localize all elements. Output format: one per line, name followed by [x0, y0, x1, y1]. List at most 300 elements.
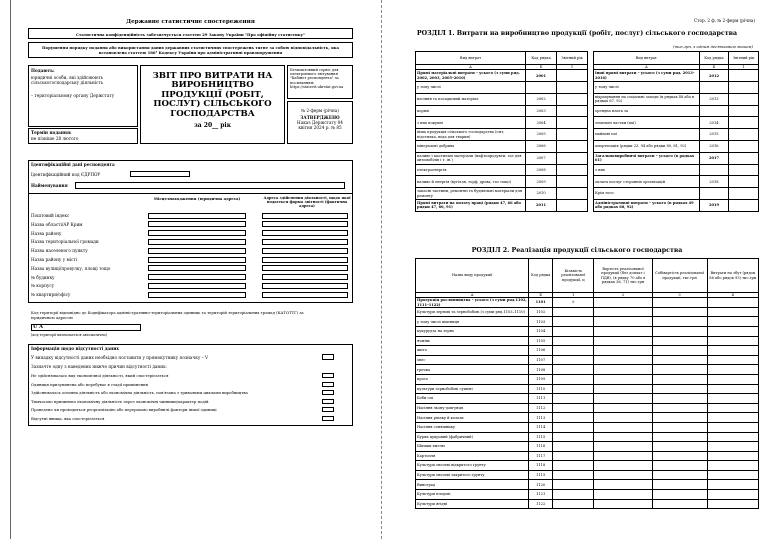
address-row-label: Назва територіальної громади — [31, 239, 99, 245]
table-row — [416, 432, 759, 442]
value-cell[interactable] — [594, 403, 652, 413]
section2-table — [415, 258, 759, 509]
value-cell[interactable] — [553, 480, 594, 490]
value-cell[interactable] — [594, 480, 652, 490]
value-cell[interactable] — [594, 317, 652, 327]
value-cell[interactable] — [553, 413, 594, 423]
left-margin-line — [10, 0, 11, 539]
value-cell[interactable] — [707, 365, 758, 375]
row-code: 2014 — [699, 117, 729, 129]
address-row-label: № корпусу — [31, 283, 55, 289]
value-cell[interactable] — [557, 140, 588, 152]
value-cell[interactable] — [553, 326, 594, 336]
value-cell[interactable] — [729, 199, 759, 211]
value-cell[interactable] — [707, 480, 758, 490]
value-cell[interactable] — [557, 70, 588, 82]
table-row — [594, 152, 759, 164]
address-row-label: Назва населеного пункту — [31, 248, 88, 254]
value-cell[interactable] — [707, 499, 758, 509]
value-cell[interactable] — [652, 317, 707, 327]
actual-address-input[interactable] — [262, 213, 348, 219]
row-code: 2003 — [526, 105, 557, 117]
order: Наказ Держстату 04 квітня 2024 р. № 85 — [297, 120, 343, 130]
table-row — [416, 298, 759, 308]
value-cell[interactable] — [729, 93, 759, 105]
approved: ЗАТВЕРДЖЕНО — [300, 115, 340, 120]
table-row — [416, 307, 759, 317]
legal-address-input[interactable] — [148, 257, 246, 263]
value-cell[interactable] — [652, 499, 707, 509]
header-name: Вид витрат — [594, 52, 700, 65]
value-cell[interactable] — [553, 394, 594, 404]
report-title-box — [140, 65, 285, 144]
legal-address-input[interactable] — [148, 265, 246, 271]
deadline-head: Термін подання: — [31, 130, 72, 135]
table-row — [416, 82, 588, 94]
value-cell[interactable] — [553, 422, 594, 432]
row-code: 1101 — [529, 298, 553, 308]
table-row — [416, 93, 588, 105]
table-row — [594, 164, 759, 176]
address-row-label: Назва вулиці/провулку, площі тощо — [31, 265, 111, 271]
row-name: Культури ягідні — [416, 499, 529, 509]
violation-box — [28, 42, 353, 58]
row-name: амортизація (рядки 23, 94 або рядки 80, 81, 92) — [594, 140, 700, 152]
value-cell[interactable] — [729, 129, 759, 141]
absence-reason: Зазначте одну з наведених нижче причин відсутності даних: — [31, 364, 167, 369]
column-letter: 1 — [553, 293, 594, 298]
report-title: ЗВІТ ПРО ВИТРАТИ НА ВИРОБНИЦТВО ПРОДУКЦІЇ (РОБІТ, ПОСЛУГ) СІЛЬСЬКОГО ГОСПОДАРСТВА — [152, 71, 273, 119]
reason-checkbox[interactable] — [322, 390, 334, 395]
column-header: Витрати на збут (рядок 86 або рядок 93) тис.грн — [707, 259, 758, 293]
value-cell[interactable] — [652, 355, 707, 365]
katottg-note: (код території визначається автоматично) — [31, 333, 108, 337]
column-letter: 4 — [707, 293, 758, 298]
column-header: Вартість реалізованої продукції (без доплат і ПДВ), (в рядку 70 або в рядках 36, 71) тис.грн — [594, 259, 652, 293]
column-letter: А — [416, 65, 526, 70]
row-code — [699, 188, 729, 200]
row-name: майнові паї — [594, 129, 700, 141]
absence-checkbox[interactable] — [322, 354, 334, 360]
absence-text: У випадку відсутності даних необхідно поставити у прямокутнику позначку – V — [31, 355, 209, 360]
actual-address-input[interactable] — [262, 265, 348, 271]
table-row — [416, 188, 588, 200]
row-name: гречка — [416, 365, 529, 375]
table-row — [416, 422, 759, 432]
value-cell[interactable] — [553, 490, 594, 500]
reason-checkbox[interactable] — [322, 407, 334, 412]
header-code: Код рядка — [699, 52, 729, 65]
value-cell[interactable] — [594, 470, 652, 480]
value-cell[interactable] — [594, 432, 652, 442]
table-row — [416, 413, 759, 423]
value-cell[interactable] — [594, 384, 652, 394]
value-cell[interactable] — [729, 152, 759, 164]
value-cell[interactable] — [557, 176, 588, 188]
edrpou-input[interactable] — [130, 171, 190, 177]
actual-address-input[interactable] — [262, 239, 348, 245]
value-cell[interactable] — [594, 307, 652, 317]
reason-checkbox[interactable] — [322, 373, 334, 378]
row-name: оплата послуг сторонніх організацій — [594, 176, 700, 188]
value-cell[interactable] — [557, 129, 588, 141]
row-code: 2018 — [699, 176, 729, 188]
column-header: Код рядка — [529, 259, 553, 293]
value-cell[interactable] — [652, 403, 707, 413]
value-cell[interactable] — [557, 117, 588, 129]
address-row-label: Поштовий індекс — [31, 213, 70, 218]
table-row — [416, 176, 588, 188]
row-code: 2004 — [526, 117, 557, 129]
row-code: 1113 — [529, 413, 553, 423]
table-row — [594, 82, 759, 94]
value-cell[interactable] — [652, 442, 707, 452]
value-cell[interactable] — [553, 374, 594, 384]
value-cell[interactable] — [652, 307, 707, 317]
value-cell[interactable] — [652, 413, 707, 423]
row-code: 1121 — [529, 490, 553, 500]
reason-checkbox[interactable] — [322, 416, 334, 421]
row-name: у тому числі — [594, 82, 700, 94]
table-row — [416, 470, 759, 480]
value-cell[interactable] — [553, 470, 594, 480]
authority-title: Державне статистичне спостереження — [126, 19, 255, 25]
value-cell[interactable] — [553, 384, 594, 394]
row-name: культури зернобобові сушені — [416, 384, 529, 394]
submit-box — [28, 65, 138, 127]
value-cell[interactable] — [594, 336, 652, 346]
header-year: Звітний рік — [729, 52, 759, 65]
row-name: з них — [594, 164, 700, 176]
form-number: № 2-ферм (річна) — [301, 108, 339, 113]
table-row — [594, 199, 759, 211]
value-cell[interactable] — [553, 307, 594, 317]
row-name: Картопля — [416, 451, 529, 461]
katottg-text: Код території відповідно до Кодифікатора адміністративно-територіальних одиниць та територій територіальних громад (КАТОТТГ) за юридичною адресою — [31, 310, 304, 320]
value-cell[interactable] — [707, 422, 758, 432]
column-header: Назва виду продукції — [416, 259, 529, 293]
value-cell[interactable] — [553, 451, 594, 461]
table-header-row — [416, 52, 588, 65]
row-name: корми — [416, 105, 526, 117]
value-cell[interactable] — [729, 176, 759, 188]
row-code: 2009 — [526, 176, 557, 188]
reason-label: Відсутні явища, яка спостерігається — [31, 416, 105, 421]
value-cell[interactable] — [652, 422, 707, 432]
legal-address-input[interactable] — [148, 274, 246, 280]
row-name: кукурудза на зерно — [416, 326, 529, 336]
addr-head: Адреса здійснення діяльності, щодо якої подається форма звітності (фактична адреса) — [263, 196, 351, 209]
value-cell[interactable] — [707, 374, 758, 384]
row-name: жито — [416, 346, 529, 356]
value-cell[interactable] — [594, 451, 652, 461]
value-cell[interactable] — [652, 346, 707, 356]
reason-checkbox[interactable] — [322, 382, 334, 387]
value-cell[interactable] — [652, 461, 707, 471]
value-cell[interactable] — [652, 490, 707, 500]
value-cell[interactable] — [553, 432, 594, 442]
value-cell[interactable] — [553, 336, 594, 346]
address-row-label: № квартири/офісу — [31, 292, 71, 298]
row-name: Прямі витрати на оплату праці (рядки 47, 66 або рядки 47, 66, 91) — [416, 199, 526, 211]
table-row — [416, 480, 759, 490]
service-text: Безкоштовний сервіс для електронного звітування "Кабінет респондента" за посиланням: https://statzvit.ukrstat.gov.ua — [290, 68, 344, 89]
value-cell[interactable] — [707, 403, 758, 413]
value-cell[interactable] — [553, 403, 594, 413]
value-cell[interactable] — [729, 105, 759, 117]
address-row-label: № будинку — [31, 274, 55, 280]
row-code: 1104 — [529, 326, 553, 336]
right-page — [382, 0, 763, 539]
row-name: Боби олі — [416, 394, 529, 404]
reason-label: Проведено чи проводиться реорганізацію або перерахово виробничі фактори іншої одиниці — [31, 407, 217, 413]
value-cell[interactable] — [729, 117, 759, 129]
actual-address-input[interactable] — [262, 292, 348, 298]
value-cell[interactable] — [707, 451, 758, 461]
value-cell[interactable] — [594, 394, 652, 404]
value-cell[interactable] — [557, 82, 588, 94]
legal-address-input[interactable] — [148, 239, 246, 245]
actual-address-input[interactable] — [262, 230, 348, 236]
table-row — [416, 129, 588, 141]
legal-address-input[interactable] — [148, 283, 246, 289]
value-cell[interactable] — [594, 422, 652, 432]
value-cell[interactable] — [594, 490, 652, 500]
submit-text: юридичні особи, які здійснюють сільськогосподарську діяльність — [31, 75, 104, 85]
value-cell[interactable] — [553, 461, 594, 471]
value-cell[interactable] — [553, 317, 594, 327]
row-code: 1112 — [529, 403, 553, 413]
row-name: Культури зернові та зернобобові (з суми ряд.1103–1110) — [416, 307, 529, 317]
table-row — [594, 129, 759, 141]
table-row — [594, 105, 759, 117]
value-cell[interactable] — [707, 432, 758, 442]
column-letter: 1 — [729, 65, 759, 70]
section1-title: РОЗДІЛ 1. Витрати на виробництво продукції (робіт, послуг) сільського господарства — [416, 30, 738, 37]
value-cell[interactable] — [652, 374, 707, 384]
value-cell[interactable] — [594, 298, 652, 308]
value-cell[interactable] — [707, 336, 758, 346]
submit-head: Подають: — [31, 68, 55, 73]
confidential-box — [28, 28, 353, 39]
value-cell[interactable] — [707, 346, 758, 356]
row-name: Буряк цукровий (фабричний) — [416, 432, 529, 442]
row-name: просо — [416, 374, 529, 384]
confidential-text: Статистична конфіденційність забезпечується статтею 29 Закону України "Про офіційну статистику" — [75, 32, 306, 37]
address-row-label: Назва області/АР Крим — [31, 221, 83, 227]
row-code: 1110 — [529, 384, 553, 394]
value-cell[interactable] — [652, 470, 707, 480]
value-cell[interactable] — [652, 326, 707, 336]
value-cell[interactable] — [707, 470, 758, 480]
value-cell[interactable] — [594, 355, 652, 365]
value-cell[interactable] — [707, 442, 758, 452]
row-code: 2011 — [526, 199, 557, 211]
value-cell[interactable] — [594, 461, 652, 471]
legal-address-input[interactable] — [148, 221, 246, 227]
legal-address-input[interactable] — [148, 213, 246, 219]
actual-address-input[interactable] — [262, 221, 348, 227]
section1-table-right — [593, 51, 759, 212]
row-name: Адміністративні витрати – усього (в рядках 49 або рядках 68, 92) — [594, 199, 700, 211]
value-cell[interactable] — [707, 394, 758, 404]
row-name: з них покупні — [416, 117, 526, 129]
value-cell[interactable] — [707, 307, 758, 317]
value-cell[interactable] — [729, 140, 759, 152]
reason-checkbox[interactable] — [322, 399, 334, 404]
row-name: Культури овочеві закритого ґрунту — [416, 470, 529, 480]
value-cell[interactable] — [594, 499, 652, 509]
row-name: інша продукція сільського господарства (смт, підстилка, вода для тварин) — [416, 129, 526, 141]
row-code: 1116 — [529, 442, 553, 452]
table-row — [416, 461, 759, 471]
value-cell[interactable] — [557, 152, 588, 164]
name-input[interactable] — [75, 182, 345, 189]
column-letter: А — [416, 293, 529, 298]
row-name: мінеральні добрива — [416, 140, 526, 152]
row-name: земельні частки (паї) — [594, 117, 700, 129]
row-name: Насіння льону-довгунця — [416, 403, 529, 413]
row-name: насіння та посадковий матеріал — [416, 93, 526, 105]
header-year: Звітний рік — [557, 52, 588, 65]
value-cell[interactable] — [652, 384, 707, 394]
reason-label: Не здійснювалась вид економічної діяльності, який спостерігається — [31, 373, 169, 378]
row-name: запасні частини, ремонтні та будівельні матеріали для ремонту — [416, 188, 526, 200]
row-code: 2008 — [526, 164, 557, 176]
value-cell[interactable] — [707, 326, 758, 336]
value-cell[interactable] — [652, 480, 707, 490]
service-box — [287, 65, 353, 99]
deadline-text: не пізніше 28 лютого — [31, 136, 79, 141]
row-code: 1115 — [529, 432, 553, 442]
value-cell[interactable] — [553, 355, 594, 365]
katottg-input[interactable] — [31, 324, 141, 331]
column-letter: 3 — [652, 293, 707, 298]
value-cell[interactable] — [553, 365, 594, 375]
table-header-row — [416, 259, 759, 293]
value-cell[interactable] — [557, 93, 588, 105]
table-row — [594, 140, 759, 152]
form-number-box — [287, 101, 353, 144]
value-cell[interactable] — [594, 374, 652, 384]
deadline-box — [28, 128, 138, 144]
row-code: 1119 — [529, 470, 553, 480]
legal-address-input[interactable] — [148, 248, 246, 254]
reason-label: Здійснювалась основна діяльність або економічна діяльність, пов'язана з тривалими циклами виробництва — [31, 390, 248, 396]
value-cell[interactable] — [594, 365, 652, 375]
row-code: 1108 — [529, 365, 553, 375]
legal-address-input[interactable] — [148, 292, 246, 298]
edrpou-label: Ідентифікаційний код ЄДРПОУ — [31, 172, 101, 177]
value-cell[interactable] — [652, 394, 707, 404]
table-row — [416, 394, 759, 404]
value-cell[interactable] — [707, 461, 758, 471]
legal-address-input[interactable] — [148, 230, 246, 236]
row-code: 1107 — [529, 355, 553, 365]
value-cell[interactable] — [707, 298, 758, 308]
table-row — [416, 451, 759, 461]
table-row — [416, 374, 759, 384]
row-name: Культури овочеві відкритого ґрунту — [416, 461, 529, 471]
value-cell[interactable] — [652, 451, 707, 461]
row-code — [699, 105, 729, 117]
value-cell[interactable] — [707, 384, 758, 394]
value-cell[interactable] — [707, 490, 758, 500]
value-cell[interactable] — [652, 298, 707, 308]
value-cell[interactable] — [729, 70, 759, 82]
address-row-label: Назва району — [31, 230, 62, 236]
table-row — [416, 164, 588, 176]
table-row — [416, 403, 759, 413]
table-row — [416, 117, 588, 129]
table-row — [416, 355, 759, 365]
table-header-row — [594, 52, 759, 65]
row-code: 2017 — [699, 152, 729, 164]
table-row — [416, 490, 759, 500]
row-name: Культури плодові — [416, 490, 529, 500]
row-code: 1105 — [529, 336, 553, 346]
value-cell[interactable] — [594, 442, 652, 452]
row-code: 1122 — [529, 499, 553, 509]
actual-address-input[interactable] — [262, 283, 348, 289]
table-row — [416, 140, 588, 152]
column-letter: Б — [699, 65, 729, 70]
value-cell[interactable] — [594, 326, 652, 336]
value-cell[interactable] — [594, 346, 652, 356]
table-row — [416, 365, 759, 375]
row-code: 2005 — [526, 129, 557, 141]
row-code: 1118 — [529, 461, 553, 471]
value-cell[interactable] — [707, 317, 758, 327]
value-cell[interactable] — [652, 336, 707, 346]
value-cell[interactable] — [553, 499, 594, 509]
value-cell[interactable] — [557, 164, 588, 176]
value-cell[interactable] — [594, 413, 652, 423]
address-row-label: Назва району у місті — [31, 257, 78, 262]
table-row — [594, 188, 759, 200]
table-row — [416, 152, 588, 164]
value-cell[interactable] — [652, 432, 707, 442]
table-row — [416, 346, 759, 356]
actual-address-input[interactable] — [262, 248, 348, 254]
reason-label: Одиниця призупинена або перебуває в стадії припинення — [31, 381, 149, 387]
actual-address-input[interactable] — [262, 257, 348, 263]
row-name: Загальновиробничі витрати – усього (в рядках 61) — [594, 152, 700, 164]
row-code: 1103 — [529, 317, 553, 327]
value-cell[interactable] — [729, 188, 759, 200]
value-cell[interactable] — [557, 199, 588, 211]
value-cell[interactable] — [553, 346, 594, 356]
value-cell[interactable] — [553, 442, 594, 452]
row-code: 1106 — [529, 346, 553, 356]
value-cell[interactable] — [652, 365, 707, 375]
submit-to: – територіальному органу Держстату — [31, 93, 115, 98]
value-cell[interactable] — [557, 188, 588, 200]
actual-address-input[interactable] — [262, 274, 348, 280]
row-code: 2012 — [699, 70, 729, 82]
value-cell[interactable] — [729, 164, 759, 176]
value-cell[interactable] — [729, 82, 759, 94]
row-name: паливо і мастильні матеріали (нафтопродукти, газ для автомобілів і т. ін.) — [416, 152, 526, 164]
row-code: 2016 — [699, 140, 729, 152]
value-cell[interactable] — [707, 355, 758, 365]
value-cell[interactable] — [707, 413, 758, 423]
value-cell[interactable]: × — [553, 298, 594, 308]
table-row — [594, 93, 759, 105]
value-cell[interactable] — [557, 105, 588, 117]
row-code: 1120 — [529, 480, 553, 490]
table-row — [416, 442, 759, 452]
